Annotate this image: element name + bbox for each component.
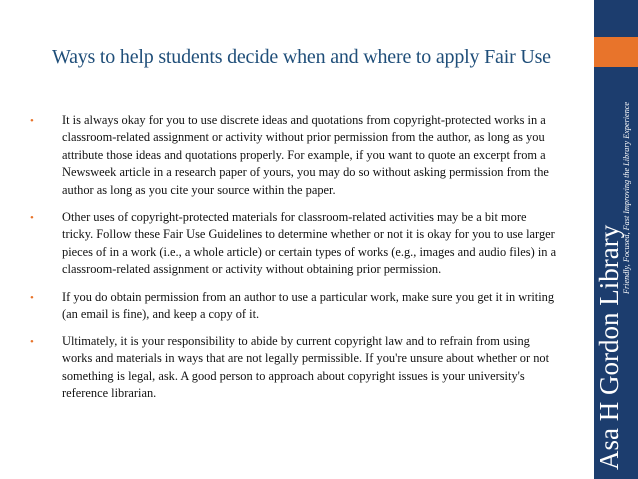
library-tagline: Friendly, Focused, Fast Improving the Library Experience [622, 101, 631, 294]
bullet-dot: • [30, 292, 34, 304]
library-logo [592, 50, 636, 470]
bullet-item [30, 112, 560, 199]
library-name: Asa H Gordon Library [594, 224, 624, 470]
slide-title: Ways to help students decide when and where to apply Fair Use [52, 46, 551, 68]
bullet-item [30, 333, 560, 403]
bullet-text: It is always okay for you to use discrete ideas and quotations from copyright-protected works in a classroom-related assignment or activity without prior permission from the author, as long as you attribute those ideas and quotations properly. For example, if you want to quote an excerpt from a Newsweek article in a research paper of yours, you may do so without asking permission from the author as long as you cite your source within the paper. [62, 113, 549, 197]
bullet-dot: • [30, 212, 34, 224]
bullet-item [30, 289, 560, 324]
bullet-item [30, 209, 560, 279]
bullet-text: If you do obtain permission from an author to use a particular work, make sure you get it in writing (an email is fine), and keep a copy of it. [62, 290, 555, 322]
bullet-dot: • [30, 115, 34, 127]
bullet-dot: • [30, 336, 34, 348]
bullet-text: Other uses of copyright-protected materials for classroom-related activities may be a bit more tricky. Follow these Fair Use Guidelines to determine whether or not it is okay for you to use larger pieces of in a work (i.e., a whole article) or certain types of works (e.g., images and audio files) in a classroom-related assignment or activity without obtaining prior permission. [62, 210, 557, 277]
bullet-text: Ultimately, it is your responsibility to abide by current copyright law and to refrain from using works and materials in ways that are not legally permissible. If you're unsure about whether or not something is legal, ask. A good person to approach about copyright issues is your university's reference librarian. [62, 334, 550, 401]
